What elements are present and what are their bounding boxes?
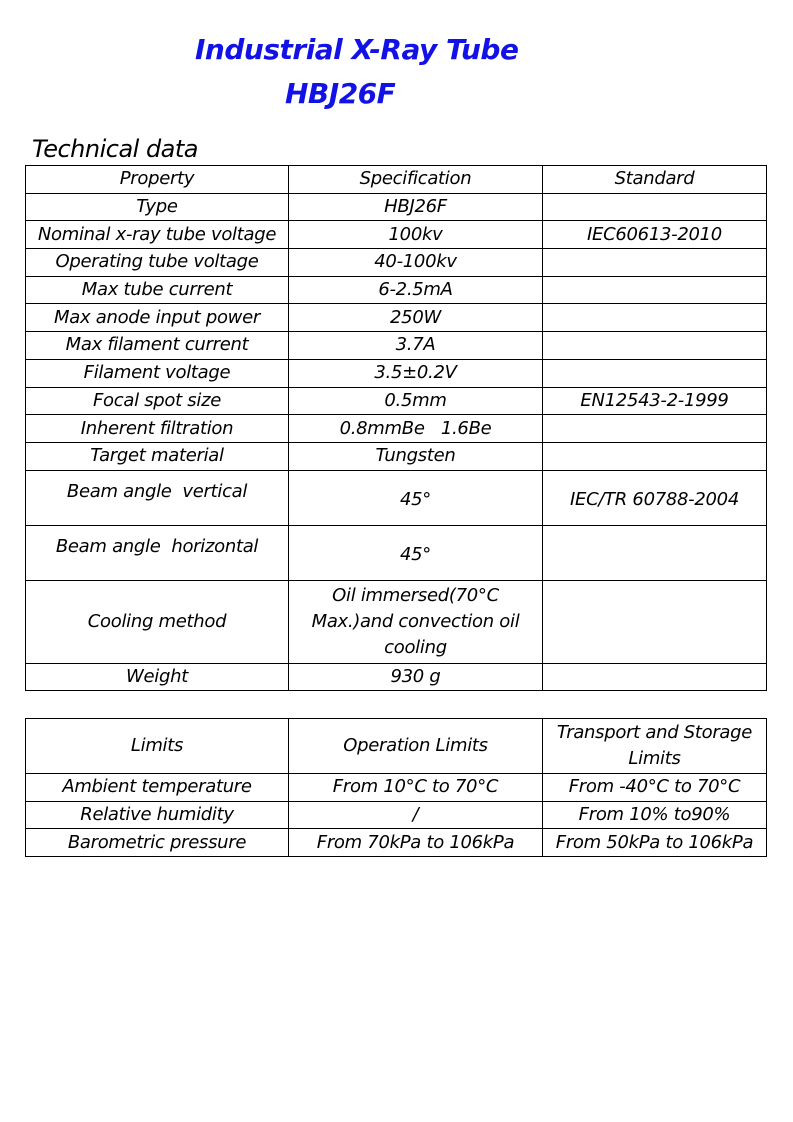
storage-limit-cell: From -40°C to 70°C: [543, 774, 767, 802]
table-header-row: [26, 166, 767, 194]
specification-cell: 3.5±0.2V: [289, 359, 543, 387]
standard-cell: [543, 415, 767, 443]
table-row: [26, 276, 767, 304]
standard-cell: EN12543-2-1999: [543, 387, 767, 415]
column-header: Property: [26, 166, 289, 194]
standard-cell: [543, 249, 767, 277]
standard-cell: IEC60613-2010: [543, 221, 767, 249]
column-header: Operation Limits: [289, 719, 543, 774]
standard-cell: [543, 193, 767, 221]
standard-cell: [543, 332, 767, 360]
limit-name-cell: Ambient temperature: [26, 774, 289, 802]
column-header: Limits: [26, 719, 289, 774]
property-cell: Cooling method: [26, 580, 289, 663]
table-row: [26, 663, 767, 691]
limit-name-cell: Barometric pressure: [26, 829, 289, 857]
standard-cell: [543, 359, 767, 387]
specification-cell: Tungsten: [289, 442, 543, 470]
property-cell: Max anode input power: [26, 304, 289, 332]
section-heading: Technical data: [32, 135, 199, 163]
standard-cell: [543, 663, 767, 691]
property-cell: Filament voltage: [26, 359, 289, 387]
limits-table: [25, 718, 767, 857]
standard-cell: [543, 276, 767, 304]
table-row: [26, 332, 767, 360]
property-cell: Max filament current: [26, 332, 289, 360]
specification-cell: 3.7A: [289, 332, 543, 360]
property-cell: Max tube current: [26, 276, 289, 304]
table-row: [26, 801, 767, 829]
standard-cell: [543, 304, 767, 332]
table-row: [26, 304, 767, 332]
specification-cell: 0.5mm: [289, 387, 543, 415]
column-header: Standard: [543, 166, 767, 194]
specification-cell: 45°: [289, 525, 543, 580]
standard-cell: [543, 442, 767, 470]
specification-cell: 6-2.5mA: [289, 276, 543, 304]
table-row: [26, 221, 767, 249]
technical-data-table: [25, 165, 767, 691]
table-row: [26, 829, 767, 857]
storage-limit-cell: From 50kPa to 106kPa: [543, 829, 767, 857]
limit-name-cell: Relative humidity: [26, 801, 289, 829]
specification-cell: 930 g: [289, 663, 543, 691]
document-title: Industrial X-Ray Tube: [195, 33, 519, 66]
table-row: [26, 387, 767, 415]
operation-limit-cell: From 10°C to 70°C: [289, 774, 543, 802]
specification-cell: 250W: [289, 304, 543, 332]
table-header-row: [26, 719, 767, 774]
specification-cell: 40-100kv: [289, 249, 543, 277]
specification-cell: Oil immersed(70°C Max.)and convection oil cooling: [289, 580, 543, 663]
model-title: HBJ26F: [285, 77, 396, 110]
table-row: [26, 470, 767, 525]
property-cell: Beam angle vertical: [26, 470, 289, 525]
table-row: [26, 415, 767, 443]
property-cell: Focal spot size: [26, 387, 289, 415]
standard-cell: IEC/TR 60788-2004: [543, 470, 767, 525]
property-cell: Beam angle horizontal: [26, 525, 289, 580]
specification-cell: HBJ26F: [289, 193, 543, 221]
table-row: [26, 525, 767, 580]
standard-cell: [543, 525, 767, 580]
table-row: [26, 359, 767, 387]
table-row: [26, 442, 767, 470]
property-cell: Inherent filtration: [26, 415, 289, 443]
column-header: Specification: [289, 166, 543, 194]
standard-cell: [543, 580, 767, 663]
table-row: [26, 249, 767, 277]
table-row: [26, 193, 767, 221]
operation-limit-cell: /: [289, 801, 543, 829]
table-row: [26, 774, 767, 802]
property-cell: Type: [26, 193, 289, 221]
specification-cell: 100kv: [289, 221, 543, 249]
property-cell: Operating tube voltage: [26, 249, 289, 277]
operation-limit-cell: From 70kPa to 106kPa: [289, 829, 543, 857]
property-cell: Target material: [26, 442, 289, 470]
property-cell: Weight: [26, 663, 289, 691]
specification-cell: 0.8mmBe 1.6Be: [289, 415, 543, 443]
property-cell: Nominal x-ray tube voltage: [26, 221, 289, 249]
storage-limit-cell: From 10% to90%: [543, 801, 767, 829]
specification-cell: 45°: [289, 470, 543, 525]
table-row: [26, 580, 767, 663]
column-header: Transport and Storage Limits: [543, 719, 767, 774]
